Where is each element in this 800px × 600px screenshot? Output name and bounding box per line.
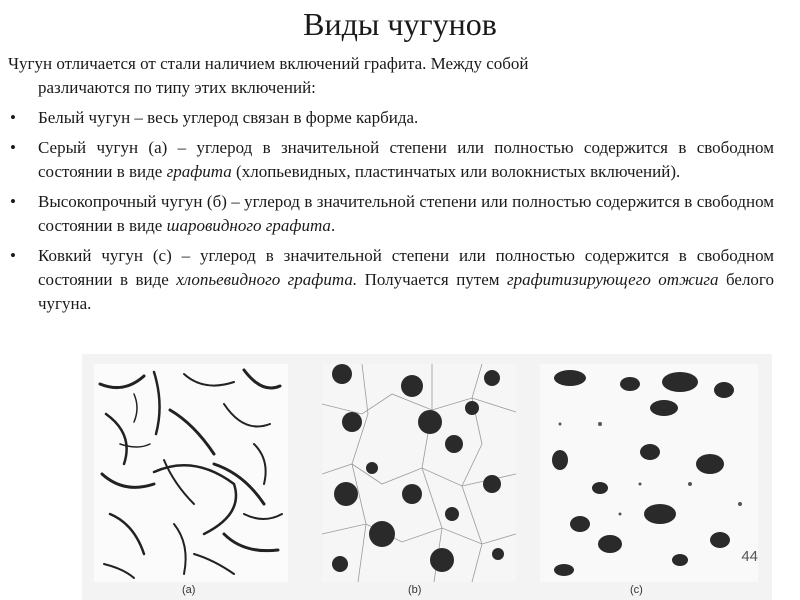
list-item-gray-iron [8,136,774,184]
figure-caption-a: (a) [182,584,196,596]
flake-graphite-image [94,364,288,582]
list-item-ductile-iron [8,190,774,238]
intro-line-2: различаются по типу этих включений: [38,78,316,97]
slide-title: Виды чугунов [303,6,497,42]
bullet-icon: • [10,108,16,127]
list-item-text: Получается путем [357,270,507,289]
bullet-icon: • [10,138,16,157]
list-item-emphasis: шаровидного графита [166,216,331,235]
list-item-text: белого чугуна. [38,270,774,313]
spheroidal-graphite-image [322,364,516,582]
list-item-text: Ковкий чугун (с) – углерод в значительной степени или полностью содержится в свободном состоянии в виде [38,246,774,289]
temper-graphite-image [540,364,758,582]
figure-caption-b: (b) [408,584,422,596]
micrograph-temper-graphite [540,364,758,582]
body-text [8,52,774,322]
list-item-text: Высокопрочный чугун (б) – углерод в значительной степени или полностью содержится в свободном состоянии в виде [38,192,774,235]
micrograph-figure-strip [82,354,772,600]
page-number: 44 [741,548,758,565]
bullet-icon: • [10,192,16,211]
list-item-emphasis: графита [166,162,232,181]
cast-iron-types-list [8,106,774,316]
list-item-text: Серый чугун (а) – углерод в значительной степени или полностью содержится в свободном состоянии в виде [38,138,774,181]
micrograph-spheroidal-graphite [322,364,516,582]
figure-caption-c: (c) [630,584,643,596]
list-item-emphasis: графитизирующего отжига [506,270,719,289]
list-item-text: . [330,216,336,235]
intro-paragraph [8,52,774,100]
list-item-white-iron [8,106,774,130]
intro-line-1: Чугун отличается от стали наличием включений графита. Между собой [8,54,529,73]
micrograph-flake-graphite [94,364,288,582]
bullet-icon: • [10,246,16,265]
list-item-text: (хлопьевидных, пластинчатых или волокнистых включений). [231,162,681,181]
list-item-emphasis: хлопьевидного графита. [176,270,358,289]
list-item-malleable-iron [8,244,774,316]
list-item-text: Белый чугун – весь углерод связан в форме карбида. [38,108,419,127]
